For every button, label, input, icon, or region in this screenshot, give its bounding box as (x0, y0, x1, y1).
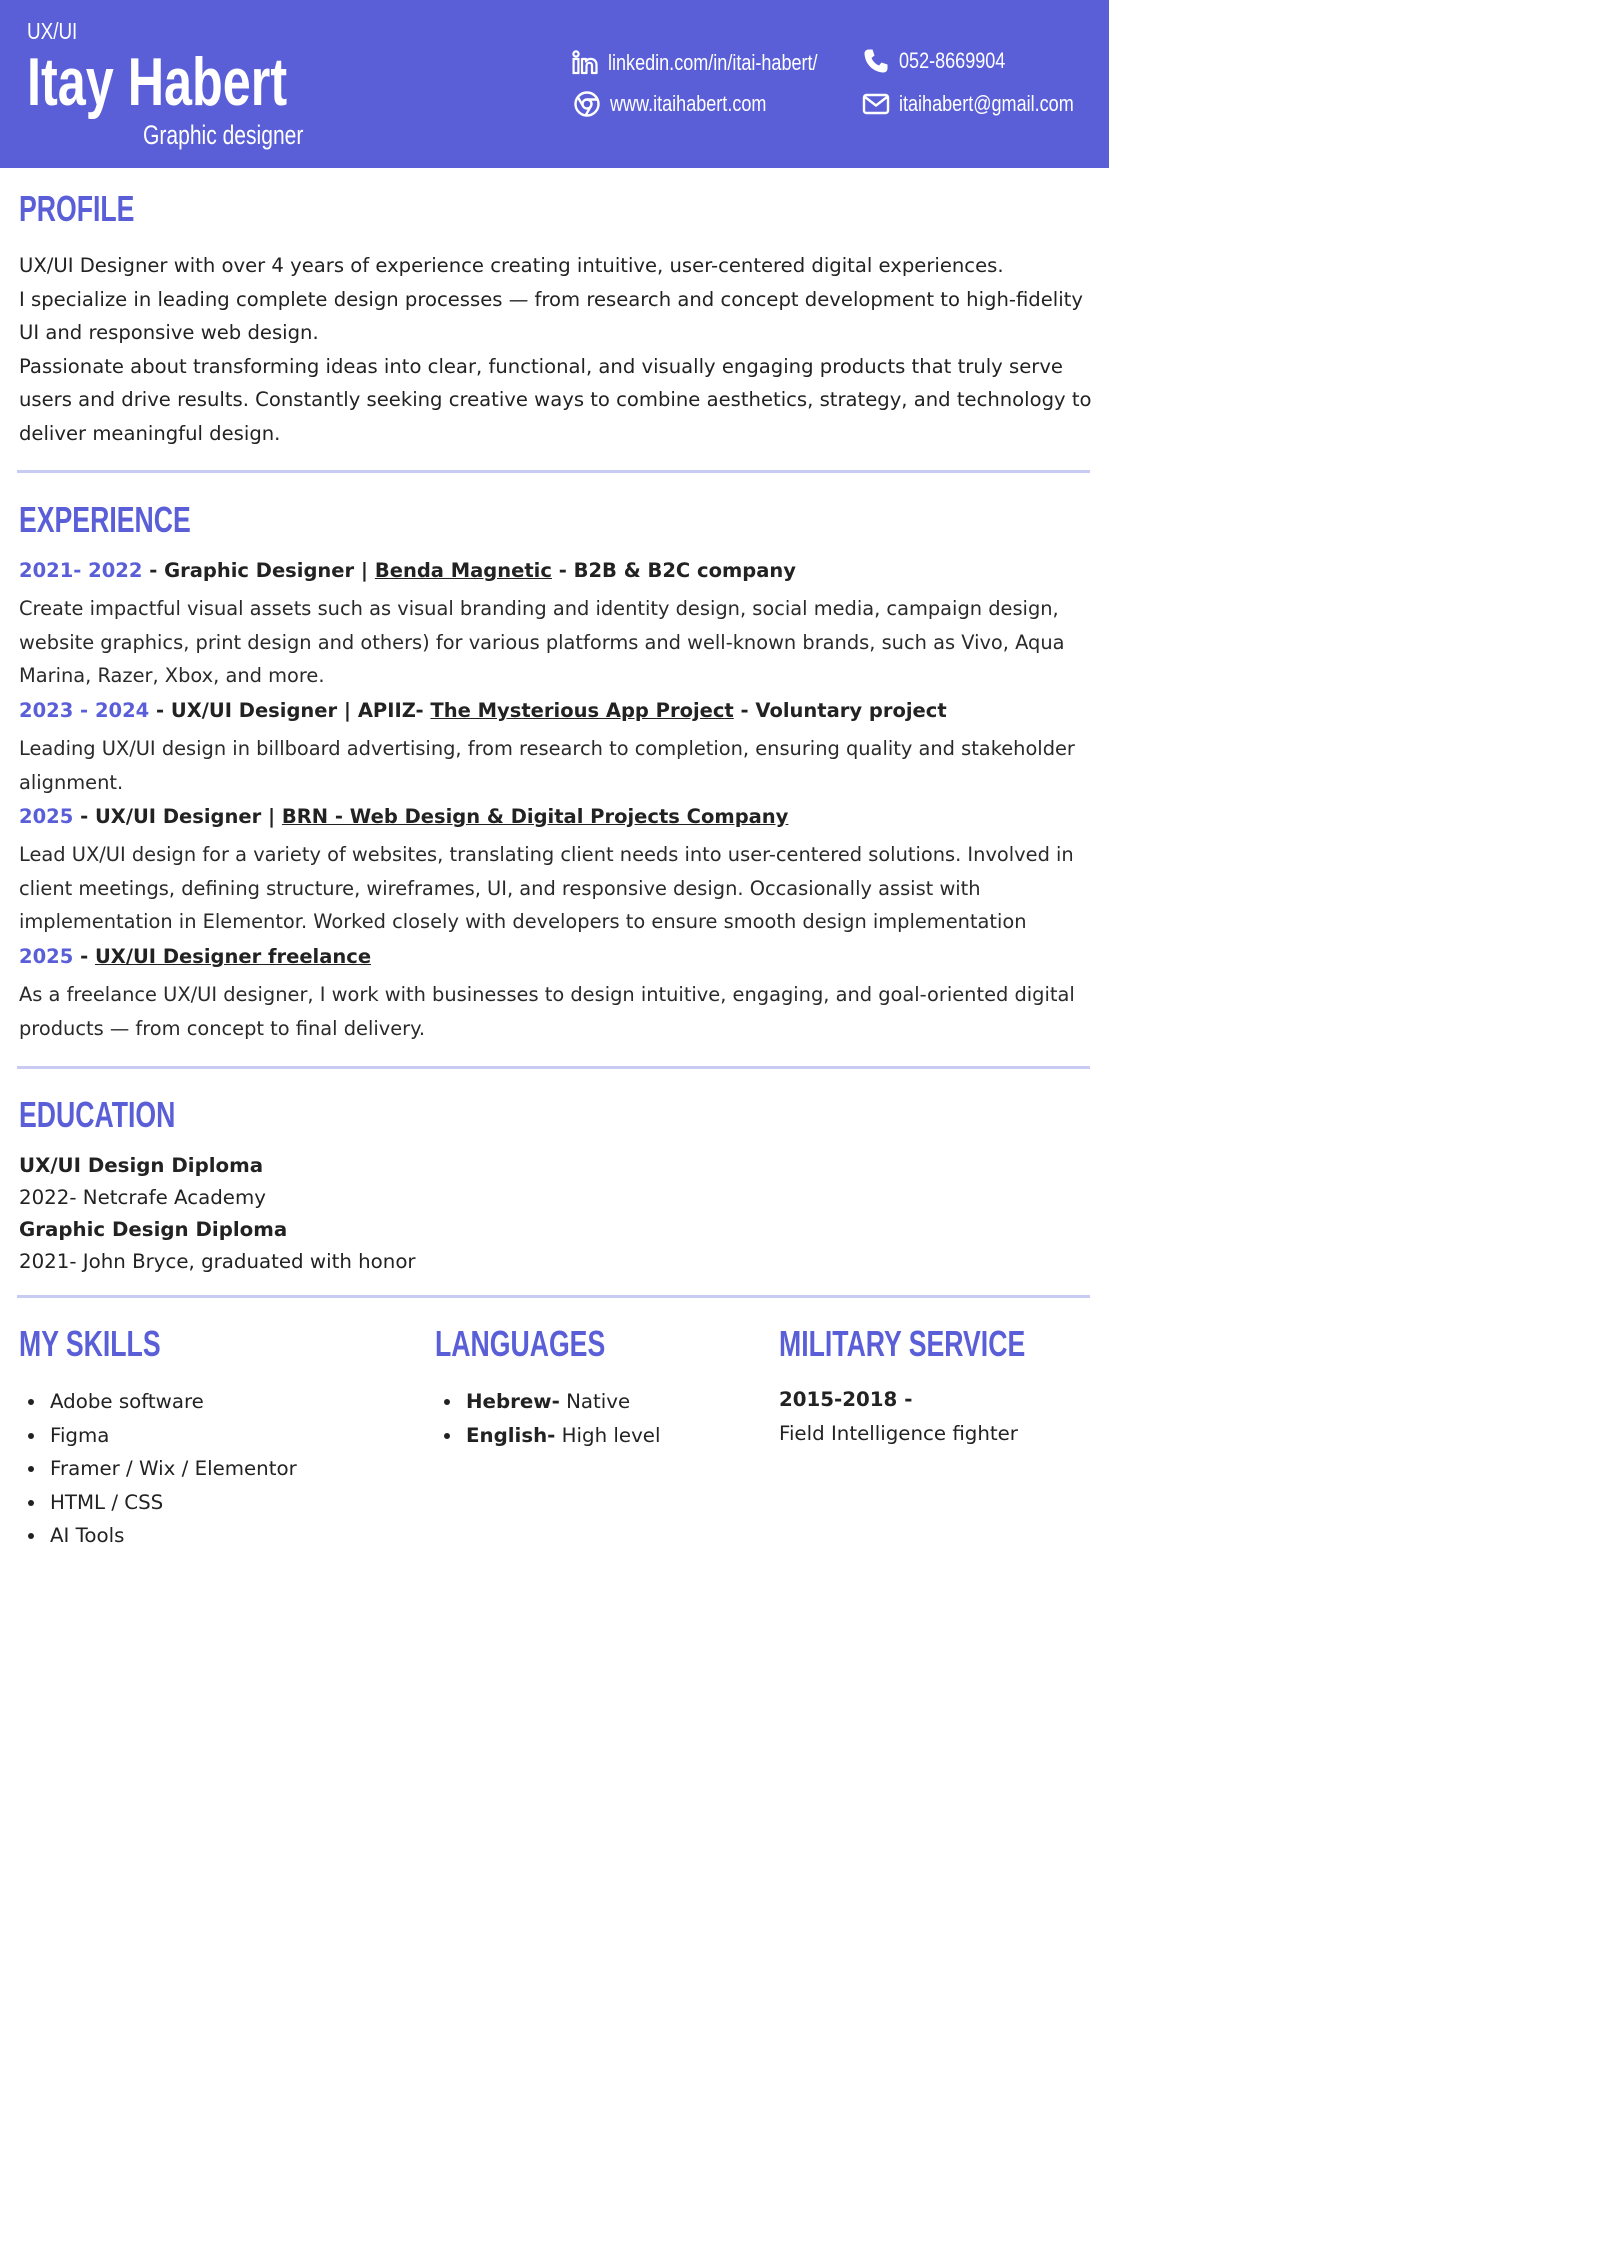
description-line: Lead UX/UI design for a variety of websites, translating client needs into user-centered solutions. Involved in (19, 843, 1074, 866)
languages-list (435, 1385, 660, 1452)
skills-list (19, 1385, 297, 1553)
profile-line: Passionate about transforming ideas into clear, functional, and visually engaging products that truly serve (19, 354, 1063, 378)
description-line: website graphics, print design and others) for various platforms and well-known brands, such as Vivo, Aqua (19, 630, 1065, 654)
list-item: HTML / CSS (19, 1486, 297, 1520)
email-address[interactable]: itaihabert@gmail.com (899, 91, 1074, 116)
description-line: client meetings, defining structure, wireframes, UI, and responsive design. Occasionally assist with (19, 876, 981, 900)
project-link[interactable]: The Mysterious App Project (430, 699, 734, 722)
experience-years: 2025 (19, 805, 74, 828)
description-line: Marina, Razer, Xbox, and more. (19, 664, 325, 688)
header-subtitle: UX/UI (27, 18, 78, 44)
experience-description (19, 592, 1089, 693)
linkedin-icon (571, 49, 599, 77)
linkedin-contact[interactable] (571, 49, 864, 77)
experience-entry-heading (19, 559, 796, 582)
list-item (435, 1419, 660, 1453)
experience-heading: EXPERIENCE (19, 499, 191, 540)
military-years: 2015-2018 - (779, 1388, 913, 1411)
language-name: Hebrew- (466, 1390, 560, 1413)
chrome-icon (573, 90, 601, 118)
freelance-link[interactable]: UX/UI Designer freelance (94, 945, 372, 968)
education-detail: 2021- John Bryce, graduated with honor (19, 1250, 416, 1273)
experience-entry-heading (19, 699, 947, 722)
education-degree: Graphic Design Diploma (19, 1218, 288, 1241)
description-line: implementation in Elementor. Worked closely with developers to ensure smooth design implementation (19, 910, 1027, 934)
military-heading: MILITARY SERVICE (779, 1323, 1026, 1364)
candidate-name: Itay Habert (27, 44, 288, 120)
experience-title: - UX/UI Designer | APIIZ- (149, 699, 431, 722)
phone-icon (862, 47, 890, 75)
profile-line: UI and responsive web design. (19, 321, 319, 345)
description-line: alignment. (19, 770, 124, 794)
language-name: English- (466, 1423, 556, 1447)
section-divider (17, 1066, 1090, 1069)
email-contact[interactable] (862, 90, 1112, 118)
candidate-role: Graphic designer (143, 120, 304, 150)
website-link[interactable]: www.itaihabert.com (610, 91, 767, 116)
section-divider (17, 470, 1090, 473)
experience-description (19, 732, 1089, 799)
experience-separator: - (73, 945, 95, 968)
website-contact[interactable] (573, 90, 801, 118)
experience-entry-heading (19, 805, 788, 828)
linkedin-link[interactable]: linkedin.com/in/itai-habert/ (608, 50, 818, 75)
description-line: products — from concept to final delivery. (19, 1016, 425, 1040)
profile-line: deliver meaningful design. (19, 421, 281, 445)
experience-title: - UX/UI Designer | (73, 805, 282, 828)
list-item: Adobe software (19, 1385, 297, 1419)
description-line: Leading UX/UI design in billboard advertising, from research to completion, ensuring quality and stakeholder (19, 737, 1075, 760)
profile-line: UX/UI Designer with over 4 years of experience creating intuitive, user-centered digital experiences. (19, 254, 1004, 277)
experience-description (19, 978, 1089, 1045)
education-heading: EDUCATION (19, 1094, 176, 1135)
list-item: AI Tools (19, 1519, 297, 1553)
profile-heading: PROFILE (19, 188, 135, 229)
profile-line: users and drive results. Constantly seeking creative ways to combine aesthetics, strategy, and technology to (19, 388, 1092, 412)
languages-heading: LANGUAGES (435, 1323, 606, 1364)
education-detail: 2022- Netcrafe Academy (19, 1186, 266, 1209)
header-banner (0, 0, 1109, 168)
experience-company-type: - B2B & B2C company (551, 559, 797, 582)
language-level: High level (555, 1423, 661, 1447)
description-line: Create impactful visual assets such as visual branding and identity design, social media, campaign design, (19, 597, 1059, 620)
experience-company-type: - Voluntary project (733, 699, 947, 722)
profile-line: I specialize in leading complete design processes — from research and concept development to high-fidelity (19, 287, 1083, 311)
experience-entry-heading (19, 945, 371, 968)
experience-years: 2023 - 2024 (19, 699, 150, 722)
mail-icon (862, 90, 890, 118)
list-item: Figma (19, 1419, 297, 1453)
experience-years: 2025 (19, 945, 74, 968)
phone-number[interactable]: 052-8669904 (899, 48, 1006, 73)
list-item (435, 1385, 660, 1419)
experience-description (19, 838, 1089, 939)
profile-text (19, 249, 1094, 451)
education-degree: UX/UI Design Diploma (19, 1154, 264, 1177)
skills-heading: MY SKILLS (19, 1323, 161, 1364)
company-link[interactable]: Benda Magnetic (374, 559, 552, 582)
experience-years: 2021- 2022 (19, 559, 143, 582)
phone-contact[interactable] (862, 47, 1029, 75)
experience-title: - Graphic Designer | (142, 559, 375, 582)
section-divider (17, 1295, 1090, 1298)
company-link[interactable]: BRN - Web Design & Digital Projects Company (281, 805, 789, 828)
description-line: As a freelance UX/UI designer, I work with businesses to design intuitive, engaging, and goal-oriented digital (19, 983, 1075, 1006)
language-level: Native (559, 1390, 631, 1413)
military-role: Field Intelligence fighter (779, 1422, 1018, 1445)
list-item: Framer / Wix / Elementor (19, 1452, 297, 1486)
